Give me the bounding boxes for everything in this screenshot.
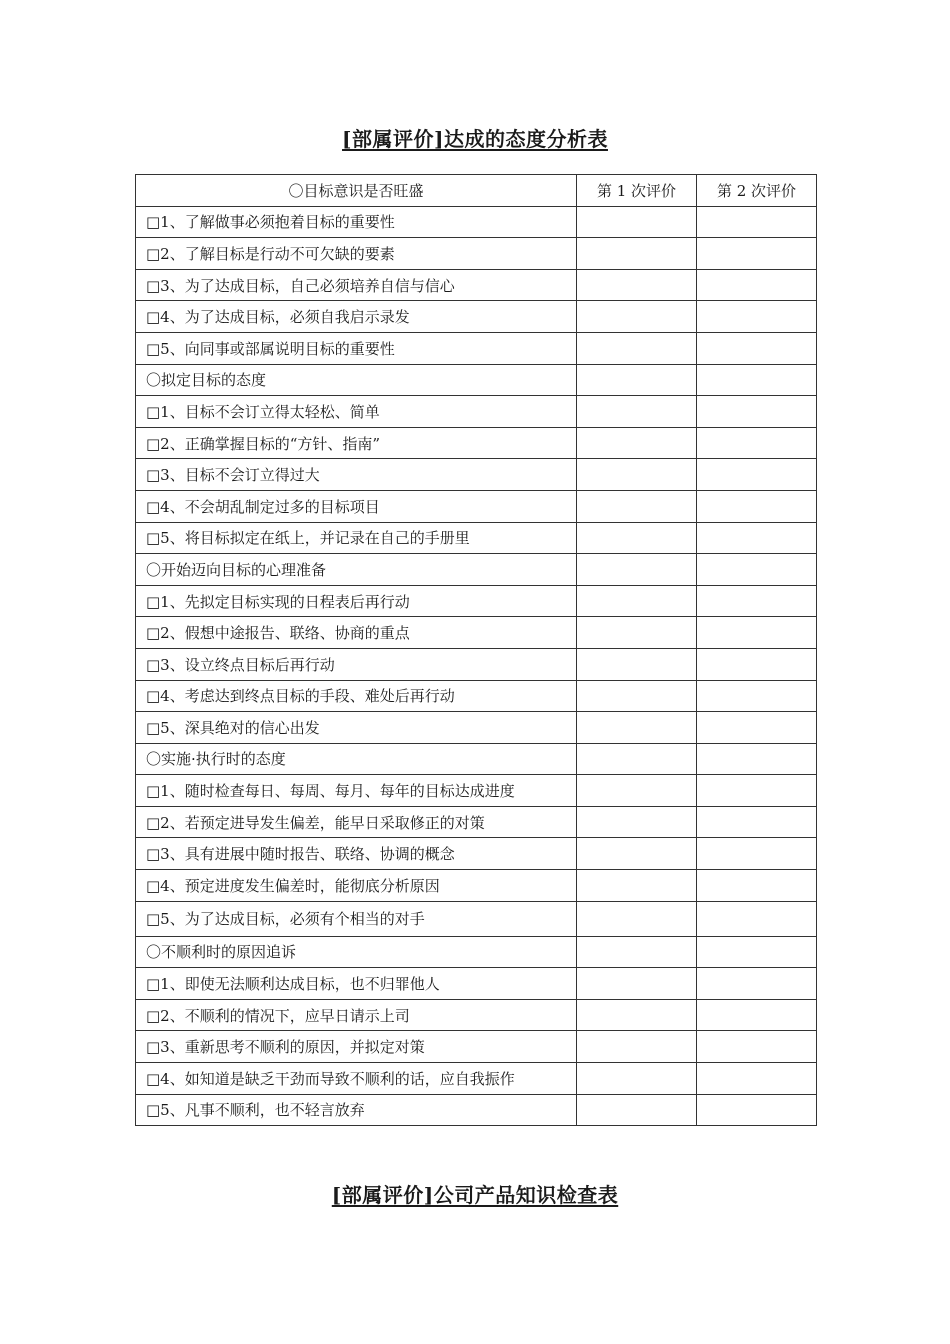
table-row bbox=[136, 269, 817, 301]
second-evaluation-cell[interactable] bbox=[697, 238, 817, 270]
row-label: □3、重新思考不顺利的原因，并拟定对策 bbox=[136, 1031, 577, 1063]
section-label: 〇实施·执行时的态度 bbox=[136, 743, 577, 775]
table-row bbox=[136, 332, 817, 364]
first-evaluation-cell[interactable] bbox=[577, 712, 697, 744]
table-row bbox=[136, 522, 817, 554]
first-evaluation-cell[interactable] bbox=[577, 870, 697, 902]
table-row bbox=[136, 648, 817, 680]
first-evaluation-cell[interactable] bbox=[577, 364, 697, 396]
second-evaluation-cell[interactable] bbox=[697, 1031, 817, 1063]
second-evaluation-cell[interactable] bbox=[697, 838, 817, 870]
document-title: [部属评价]达成的态度分析表 bbox=[342, 127, 608, 151]
row-label: □3、为了达成目标，自己必须培养自信与信心 bbox=[136, 269, 577, 301]
second-evaluation-cell[interactable] bbox=[697, 269, 817, 301]
row-label: □1、随时检查每日、每周、每月、每年的目标达成进度 bbox=[136, 775, 577, 807]
second-evaluation-cell[interactable] bbox=[697, 554, 817, 586]
row-label: □3、具有进展中随时报告、联络、协调的概念 bbox=[136, 838, 577, 870]
table-row bbox=[136, 901, 817, 936]
second-evaluation-cell[interactable] bbox=[697, 364, 817, 396]
first-evaluation-cell[interactable] bbox=[577, 648, 697, 680]
second-evaluation-cell[interactable] bbox=[697, 712, 817, 744]
row-label: □5、为了达成目标，必须有个相当的对手 bbox=[136, 901, 577, 936]
table-row bbox=[136, 968, 817, 1000]
row-label: □3、目标不会订立得过大 bbox=[136, 459, 577, 491]
section-label: 〇开始迈向目标的心理准备 bbox=[136, 554, 577, 586]
row-label: □4、不会胡乱制定过多的目标项目 bbox=[136, 490, 577, 522]
table-row bbox=[136, 1063, 817, 1095]
row-label: □5、将目标拟定在纸上，并记录在自己的手册里 bbox=[136, 522, 577, 554]
second-evaluation-cell[interactable] bbox=[697, 522, 817, 554]
row-label: □4、考虑达到终点目标的手段、难处后再行动 bbox=[136, 680, 577, 712]
second-evaluation-cell[interactable] bbox=[697, 999, 817, 1031]
second-evaluation-cell[interactable] bbox=[697, 459, 817, 491]
first-evaluation-cell[interactable] bbox=[577, 554, 697, 586]
table-row bbox=[136, 838, 817, 870]
row-label: □2、若预定进导发生偏差，能早日采取修正的对策 bbox=[136, 806, 577, 838]
second-evaluation-cell[interactable] bbox=[697, 396, 817, 428]
table-row bbox=[136, 396, 817, 428]
second-evaluation-cell[interactable] bbox=[697, 870, 817, 902]
first-evaluation-cell[interactable] bbox=[577, 301, 697, 333]
row-label: □5、凡事不顺利，也不轻言放弃 bbox=[136, 1094, 577, 1126]
table-row bbox=[136, 585, 817, 617]
table-row bbox=[136, 680, 817, 712]
table-row bbox=[136, 775, 817, 807]
second-evaluation-cell[interactable] bbox=[697, 743, 817, 775]
table-row bbox=[136, 1031, 817, 1063]
table-row bbox=[136, 712, 817, 744]
table-row bbox=[136, 427, 817, 459]
row-label: □1、即使无法顺利达成目标，也不归罪他人 bbox=[136, 968, 577, 1000]
table-row bbox=[136, 459, 817, 491]
second-evaluation-cell[interactable] bbox=[697, 332, 817, 364]
section-row bbox=[136, 936, 817, 968]
first-evaluation-cell[interactable] bbox=[577, 332, 697, 364]
table-row bbox=[136, 806, 817, 838]
table-row bbox=[136, 301, 817, 333]
header-second-evaluation: 第 2 次评价 bbox=[697, 175, 817, 207]
second-evaluation-cell[interactable] bbox=[697, 301, 817, 333]
first-evaluation-cell[interactable] bbox=[577, 1094, 697, 1126]
first-evaluation-cell[interactable] bbox=[577, 427, 697, 459]
second-evaluation-cell[interactable] bbox=[697, 648, 817, 680]
section-label: 〇拟定目标的态度 bbox=[136, 364, 577, 396]
second-evaluation-cell[interactable] bbox=[697, 617, 817, 649]
first-evaluation-cell[interactable] bbox=[577, 775, 697, 807]
first-evaluation-cell[interactable] bbox=[577, 206, 697, 238]
row-label: □4、如知道是缺乏干劲而导致不顺利的话，应自我振作 bbox=[136, 1063, 577, 1095]
row-label: □1、目标不会订立得太轻松、简单 bbox=[136, 396, 577, 428]
first-evaluation-cell[interactable] bbox=[577, 396, 697, 428]
evaluation-table bbox=[135, 174, 817, 1126]
second-evaluation-cell[interactable] bbox=[697, 585, 817, 617]
header-first-evaluation: 第 1 次评价 bbox=[577, 175, 697, 207]
next-document-title: [部属评价]公司产品知识检查表 bbox=[331, 1183, 619, 1207]
first-evaluation-cell[interactable] bbox=[577, 936, 697, 968]
table-row bbox=[136, 490, 817, 522]
first-evaluation-cell[interactable] bbox=[577, 617, 697, 649]
first-evaluation-cell[interactable] bbox=[577, 968, 697, 1000]
second-evaluation-cell[interactable] bbox=[697, 901, 817, 936]
second-evaluation-cell[interactable] bbox=[697, 806, 817, 838]
table-row bbox=[136, 617, 817, 649]
first-evaluation-cell[interactable] bbox=[577, 743, 697, 775]
second-evaluation-cell[interactable] bbox=[697, 936, 817, 968]
row-label: □5、深具绝对的信心出发 bbox=[136, 712, 577, 744]
section-row bbox=[136, 554, 817, 586]
first-evaluation-cell[interactable] bbox=[577, 490, 697, 522]
second-evaluation-cell[interactable] bbox=[697, 680, 817, 712]
second-evaluation-cell[interactable] bbox=[697, 775, 817, 807]
first-evaluation-cell[interactable] bbox=[577, 901, 697, 936]
first-evaluation-cell[interactable] bbox=[577, 680, 697, 712]
second-evaluation-cell[interactable] bbox=[697, 490, 817, 522]
second-evaluation-cell[interactable] bbox=[697, 206, 817, 238]
second-evaluation-cell[interactable] bbox=[697, 427, 817, 459]
section-label: 〇不顺利时的原因追诉 bbox=[136, 936, 577, 968]
section-row bbox=[136, 364, 817, 396]
row-label: □4、为了达成目标，必须自我启示录发 bbox=[136, 301, 577, 333]
second-evaluation-cell[interactable] bbox=[697, 1063, 817, 1095]
second-evaluation-cell[interactable] bbox=[697, 968, 817, 1000]
table-header-row bbox=[136, 175, 817, 207]
second-evaluation-cell[interactable] bbox=[697, 1094, 817, 1126]
first-evaluation-cell[interactable] bbox=[577, 459, 697, 491]
first-evaluation-cell[interactable] bbox=[577, 238, 697, 270]
row-label: □2、正确掌握目标的“方针、指南” bbox=[136, 427, 577, 459]
first-evaluation-cell[interactable] bbox=[577, 269, 697, 301]
first-evaluation-cell[interactable] bbox=[577, 522, 697, 554]
first-evaluation-cell[interactable] bbox=[577, 838, 697, 870]
row-label: □2、假想中途报告、联络、协商的重点 bbox=[136, 617, 577, 649]
row-label: □4、预定进度发生偏差时，能彻底分析原因 bbox=[136, 870, 577, 902]
table-row bbox=[136, 206, 817, 238]
table-row bbox=[136, 999, 817, 1031]
first-evaluation-cell[interactable] bbox=[577, 806, 697, 838]
row-label: □3、设立终点目标后再行动 bbox=[136, 648, 577, 680]
table-row bbox=[136, 1094, 817, 1126]
row-label: □5、向同事或部属说明目标的重要性 bbox=[136, 332, 577, 364]
first-evaluation-cell[interactable] bbox=[577, 999, 697, 1031]
row-label: □2、了解目标是行动不可欠缺的要素 bbox=[136, 238, 577, 270]
row-label: □1、了解做事必须抱着目标的重要性 bbox=[136, 206, 577, 238]
first-evaluation-cell[interactable] bbox=[577, 1063, 697, 1095]
section-row bbox=[136, 743, 817, 775]
row-label: □2、不顺利的情况下，应早日请示上司 bbox=[136, 999, 577, 1031]
first-evaluation-cell[interactable] bbox=[577, 585, 697, 617]
first-evaluation-cell[interactable] bbox=[577, 1031, 697, 1063]
table-row bbox=[136, 238, 817, 270]
header-criteria: 〇目标意识是否旺盛 bbox=[136, 175, 577, 207]
row-label: □1、先拟定目标实现的日程表后再行动 bbox=[136, 585, 577, 617]
table-row bbox=[136, 870, 817, 902]
